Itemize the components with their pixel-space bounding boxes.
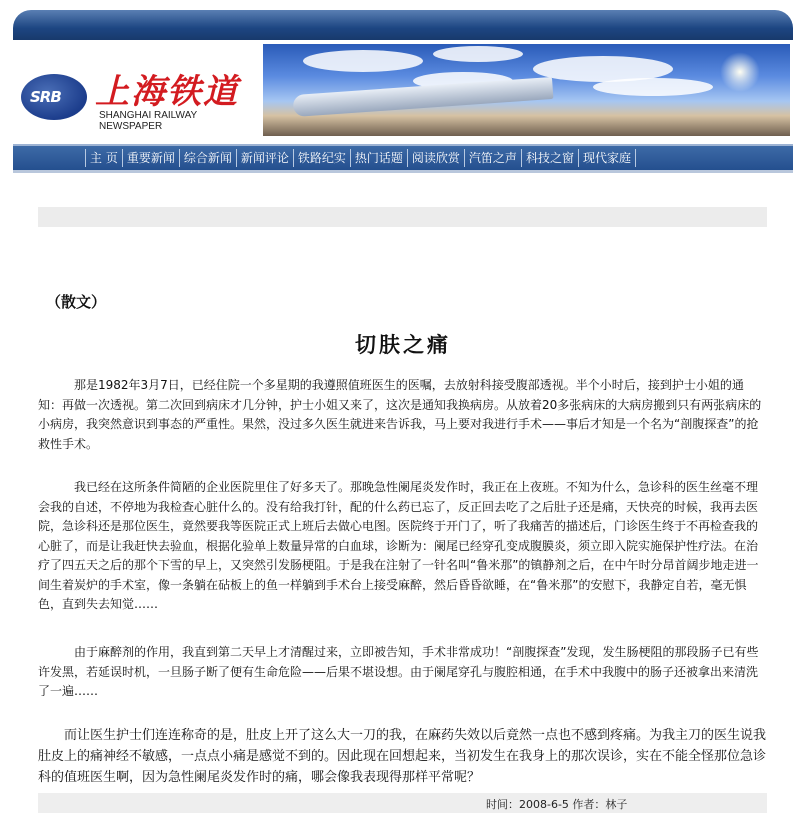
article-paragraph: 我已经在这所条件简陋的企业医院里住了好多天了。那晚急性阑尾炎发作时，我正在上夜班。不知为什么，急诊科的医生丝毫不理会我的自述，不停地为我检查心脏什么的。没有给我打针，配的什么药已忘了，反正回去吃了之后肚子还是痛，天快亮的时候，我再去医院，急诊科还是那位医生，竟然要我等医院正式上班后去做心电图。医院终于开门了，听了我痛苦的描述后，门诊医生终于不再检查我的心脏了，而是让我赶快去验血，根据化验单上数量异常的白血球，诊断为：阑尾已经穿孔变成腹膜炎，须立即入院实施保护性疗法。在治疗了四五天之后的那个下雪的早上，又突然引发肠梗阻。于是我在注射了一针名叫“鲁米那”的镇静剂之后，在中午时分昂首阔步地走进一间生着炭炉的手术室，像一条躺在砧板上的鱼一样躺到手术台上接受麻醉，然后昏昏欲睡，在“鲁米那”的安慰下，我静定自若，毫无惧色，直到失去知觉…… xyxy=(38,480,759,611)
nav-item-commentary[interactable]: 新闻评论 xyxy=(236,149,293,167)
header-banner-image xyxy=(263,44,790,136)
nav-item-railway-records[interactable]: 铁路纪实 xyxy=(293,149,350,167)
article-paragraph: 而让医生护士们连连称奇的是，肚皮上开了这么大一刀的我，在麻药失效以后竟然一点也不感到疼痛。为我主刀的医生说我肚皮上的痛神经不敏感，一点点小痛是感觉不到的。因此现在回想起来，当初发生在我身上的那次误诊，实在不能全怪那位急诊科的值班医生啊，因为急性阑尾炎发作时的痛，哪会像我表现得那样平常呢？ xyxy=(38,728,767,785)
article-paragraph: 那是1982年3月7日，已经住院一个多星期的我遵照值班医生的医嘱，去放射科接受腹部透视。半个小时后，接到护士小姐的通知：再做一次透视。第二次回到病床才几分钟，护士小姐又来了，这次是通知我换病房。从放着20多张病床的大病房搬到只有两张病床的小病房，我突然意识到事态的严重性。果然，没过多久医生就进来告诉我，马上要对我进行手术——事后才知是一个名为“剖腹探查”的抢救性手术。 xyxy=(38,378,762,451)
nav-item-modern-family[interactable]: 现代家庭 xyxy=(578,149,636,167)
nav-item-reading[interactable]: 阅读欣赏 xyxy=(407,149,464,167)
nav-item-home[interactable]: 主 页 xyxy=(85,149,122,167)
article-title: 切肤之痛 xyxy=(355,332,451,357)
nav-item-technology[interactable]: 科技之窗 xyxy=(521,149,578,167)
nav-item-whistle-voice[interactable]: 汽笛之声 xyxy=(464,149,521,167)
top-bar xyxy=(13,10,793,40)
article-paragraph: 由于麻醉剂的作用，我直到第二天早上才清醒过来，立即被告知，手术非常成功！“剖腹探查”发现，发生肠梗阻的那段肠子已有些许发黑，若延误时机，一旦肠子断了便有生命危险——后果不堪设想。由于阑尾穿孔与腹腔相通，在手术中我腹中的肠子还被拿出来清洗了一遍…… xyxy=(38,645,759,698)
article-footer xyxy=(38,793,767,813)
nav-item-important-news[interactable]: 重要新闻 xyxy=(122,149,179,167)
site-logo[interactable] xyxy=(21,56,251,136)
logo-english-name: SHANGHAI RAILWAY NEWSPAPER xyxy=(99,110,197,132)
article-date-author: 时间：2008-6-5 作者：林子 xyxy=(486,798,628,811)
logo-chinese-name: 上海铁道 xyxy=(95,72,239,112)
main-nav xyxy=(13,144,793,173)
nav-item-hot-topics[interactable]: 热门话题 xyxy=(350,149,407,167)
logo-emblem-icon: SRB xyxy=(21,74,87,120)
article-genre: （散文） xyxy=(46,293,107,311)
nav-item-general-news[interactable]: 综合新闻 xyxy=(179,149,236,167)
site-header xyxy=(13,40,793,140)
divider-bar xyxy=(38,207,767,227)
